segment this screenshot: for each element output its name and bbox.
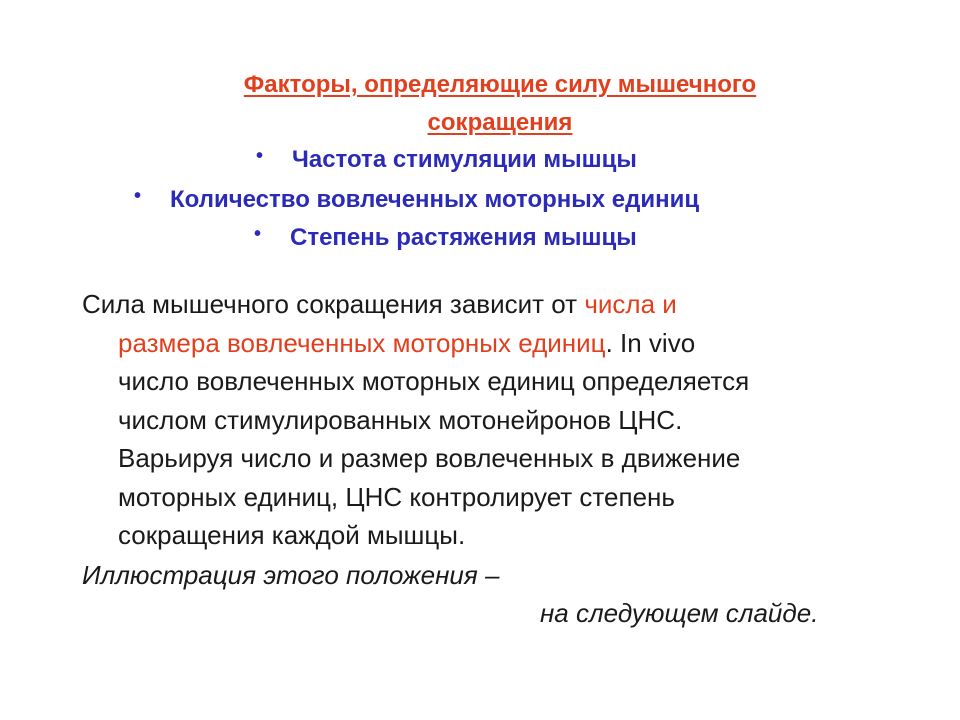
bullet-text: Количество вовлеченных моторных единиц <box>170 186 700 213</box>
paragraph-line: число вовлеченных моторных единиц определяется <box>118 366 750 396</box>
illustration-note-line2: на следующем слайде. <box>540 598 819 628</box>
slide-title-line2: сокращения <box>427 109 573 136</box>
bullet-text: Степень растяжения мышцы <box>290 224 637 251</box>
bullet-item-motor-units-count <box>134 183 700 217</box>
bullet-text: Частота стимуляции мышцы <box>292 146 637 173</box>
bullet-item-stimulation-frequency <box>256 143 637 177</box>
paragraph-text: Сила мышечного сокращения зависит от <box>82 289 585 319</box>
slide-title-line1: Факторы, определяющие силу мышечного <box>243 71 757 98</box>
paragraph-line <box>82 285 922 324</box>
paragraph-line: моторных единиц, ЦНС контролирует степень <box>118 481 675 512</box>
body-paragraph <box>82 285 922 555</box>
paragraph-text: . In vivo <box>605 327 696 358</box>
illustration-note-line1: Иллюстрация этого положения – <box>82 560 500 590</box>
highlighted-text: числа и <box>584 289 677 319</box>
bullet-icon: • <box>254 223 262 245</box>
bullet-icon: • <box>256 145 264 167</box>
paragraph-line: числом стимулированных мотонейронов ЦНС. <box>118 404 683 435</box>
paragraph-line: сокращения каждой мышцы. <box>118 520 466 550</box>
bullet-item-muscle-stretch <box>254 221 637 255</box>
paragraph-line: Варьируя число и размер вовлеченных в движение <box>118 443 741 473</box>
bullet-icon: • <box>134 185 142 207</box>
paragraph-line <box>82 324 922 363</box>
highlighted-text: размера вовлеченных моторных единиц <box>118 327 606 358</box>
